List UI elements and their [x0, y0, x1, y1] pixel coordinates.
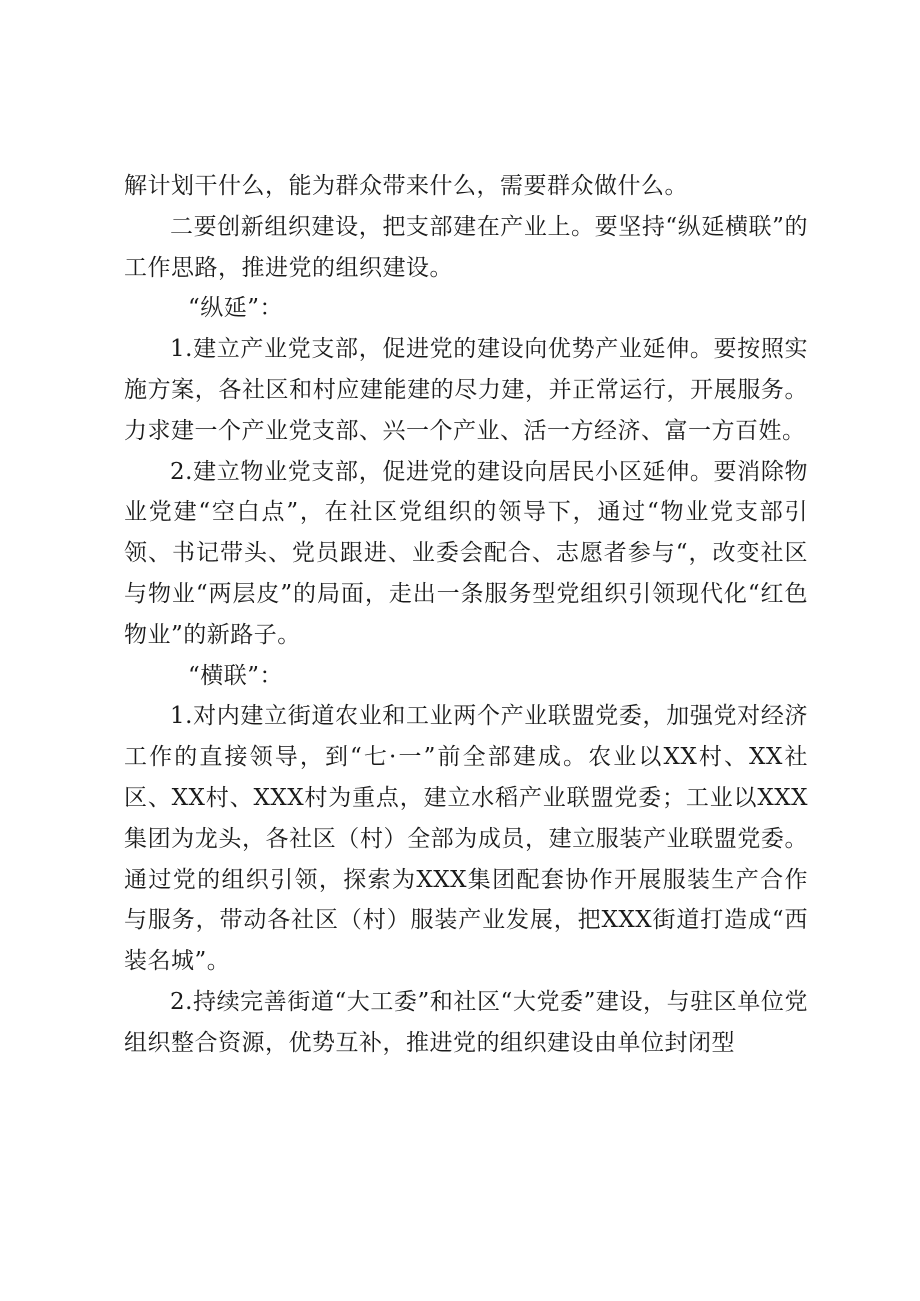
paragraph-industry-alliance: 1.对内建立街道农业和工业两个产业联盟党委，加强党对经济工作的直接领导，到“七·一”前全部建成。农业以XX村、XX社区、XX村、XXX村为重点，建立水稻产业联盟党委；工业以XXX集团为龙头，各社区（村）全部为成员，建立服装产业联盟党委。通过党的组织引领，探索为XXX集团配套协作开展服装生产合作与服务，带动各社区（村）服装产业发展，把XXX街道打造成“西装名城”。 [124, 703, 808, 975]
paragraph-continuation: 解计划干什么，能为群众带来什么，需要群众做什么。 [124, 173, 688, 199]
paragraph-organization-building: 二要创新组织建设，把支部建在产业上。要坚持“纵延横联”的工作思路，推进党的组织建设。 [124, 213, 808, 281]
subheading-zongyan: “纵延”： [188, 295, 284, 322]
document-body [124, 166, 808, 1064]
paragraph-party-committee: 2.持续完善街道“大工委”和社区“大党委”建设，与驻区单位党组织整合资源，优势互补，推进党的组织建设由单位封闭型 [124, 988, 808, 1056]
subheading-henglian: “横联”： [188, 662, 284, 689]
paragraph-industry-branch: 1.建立产业党支部，促进党的建设向优势产业延伸。要按照实施方案，各社区和村应建能建的尽力建，并正常运行，开展服务。力求建一个产业党支部、兴一个产业、活一方经济、富一方百姓。 [124, 336, 808, 444]
paragraph-property-branch: 2.建立物业党支部，促进党的建设向居民小区延伸。要消除物业党建“空白点”，在社区党组织的领导下，通过“物业党支部引领、书记带头、党员跟进、业委会配合、志愿者参与“，改变社区与物业“两层皮”的局面，走出一条服务型党组织引领现代化“红色物业”的新路子。 [124, 458, 808, 648]
